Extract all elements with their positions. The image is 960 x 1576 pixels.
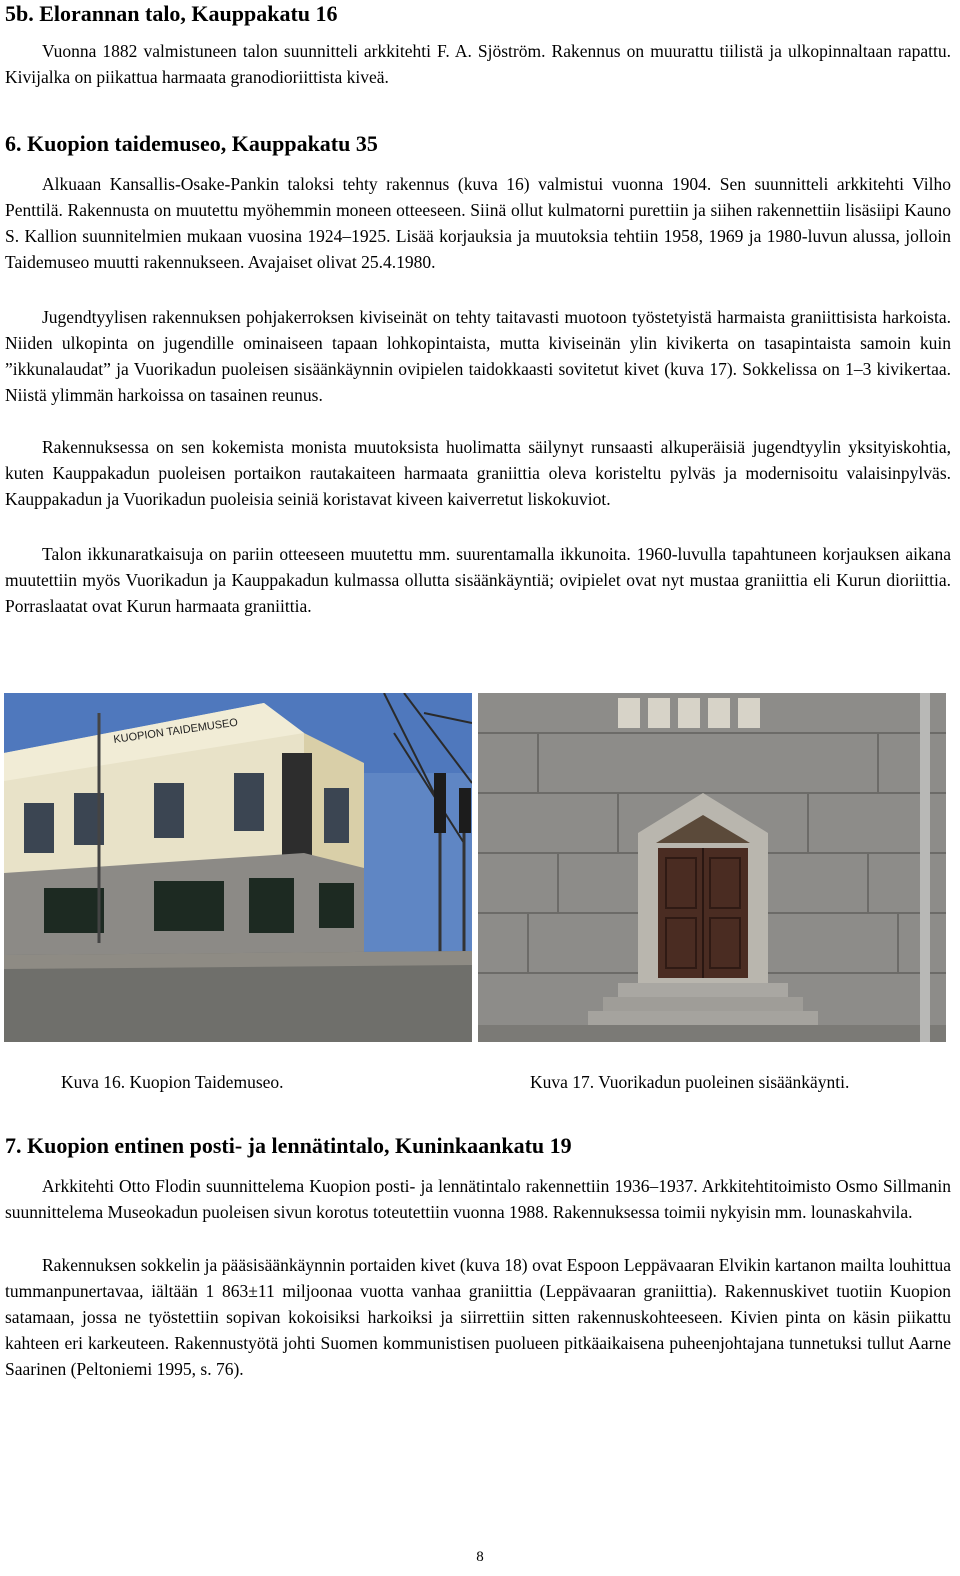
figure-caption-17: Kuva 17. Vuorikadun puoleinen sisäänkäynti. <box>530 1072 850 1092</box>
section-heading-5b: 5b. Elorannan talo, Kauppakatu 16 <box>5 1 338 26</box>
entrance-door-photo <box>478 693 946 1042</box>
paragraph: Jugendtyylisen rakennuksen pohjakerroksen kiviseinät on tehty taitavasti muotoon työstetyistä harmaista graniittisista harkoista. Niiden ulkopinta on jugendille ominaiseen tapaan lohkopintaista, mutta kiviseinän ylin kivikerta on tasapintaista samoin kuin ”ikkunalaudat” ja Vuorikadun puoleisen sisäänkäynnin ovipielen taidokkaasti sovitetut kivet (kuva 17). Sokkelissa on 1–3 kivikertaa. Niistä ylimmän harkoissa on tasainen reunus. <box>5 307 951 405</box>
paragraph: Alkuaan Kansallis-Osake-Pankin taloksi tehty rakennus (kuva 16) valmistui vuonna 1904. Sen suunnitteli arkkitehti Vilho Penttilä. Rakennusta on muutettu myöhemmin moneen otteeseen. Siinä ollut kulmatorni purettiin ja siihen rakennettiin lisäsiipi Kauno S. Kallion suunnitelmien mukaan vuosina 1924–1925. Lisää korjauksia ja muutoksia tehtiin 1958, 1969 ja 1980-luvun alussa, jolloin Taidemuseo muutti rakennukseen. Avajaiset olivat 25.4.1980. <box>5 174 951 272</box>
museum-sign: KUOPION TAIDEMUSEO <box>112 716 239 746</box>
paragraph: Vuonna 1882 valmistuneen talon suunnitteli arkkitehti F. A. Sjöström. Rakennus on muurattu tiilistä ja ulkopinnaltaan rapattu. Kivijalka on piikattua harmaata granodioriittista kiveä. <box>5 41 951 87</box>
entrance-door-illustration <box>478 693 946 1042</box>
paragraph: Rakennuksen sokkelin ja pääsisäänkäynnin portaiden kivet (kuva 18) ovat Espoon Leppävaaran Elvikin kartanon mailta louhittua tummanpunertavaa, iältään 1 863±11 miljoonaa vuotta vanhaa graniittia (Leppävaaran graniittia). Rakennuskivet tuotiin Kuopion satamaan, jossa ne työstettiin sopivan kokoisiksi harkoiksi ja siirrettiin sitten rakennuskohteeseen. Kivien pinta on käsin piikattu kahteen eri karkeuteen. Rakennustyötä johti Suomen kommunistisen puolueen pitkäaikaisena puheenjohtajana tunnetuksi tullut Aarne Saarinen (Peltoniemi 1995, s. 76). <box>5 1255 951 1379</box>
section-heading-6: 6. Kuopion taidemuseo, Kauppakatu 35 <box>5 131 378 156</box>
museum-building-photo <box>4 693 472 1042</box>
museum-building-illustration <box>4 693 472 1042</box>
section-heading-7: 7. Kuopion entinen posti- ja lennätintalo, Kuninkaankatu 19 <box>5 1133 572 1158</box>
figure-caption-16: Kuva 16. Kuopion Taidemuseo. <box>61 1072 284 1092</box>
paragraph: Rakennuksessa on sen kokemista monista muutoksista huolimatta säilynyt runsaasti alkuperäisiä jugendtyylin yksityiskohtia, kuten Kauppakadun puoleisen portaikon rautakaiteen harmaata graniittia oleva koristeltu pylväs ja modernisoitu valaisinpylväs. Kauppakadun ja Vuorikadun puoleisia seiniä koristavat kiveen kaiverretut liskokuviot. <box>5 437 951 509</box>
paragraph: Arkkitehti Otto Flodin suunnittelema Kuopion posti- ja lennätintalo rakennettiin 1936–1937. Arkkitehtitoimisto Osmo Sillmanin suunnittelema Museokadun puoleisen sivun korotus toteutettiin vuonna 1988. Rakennuksessa toimii nykyisin mm. lounaskahvila. <box>5 1176 951 1222</box>
paragraph: Talon ikkunaratkaisuja on pariin otteeseen muutettu mm. suurentamalla ikkunoita. 1960-luvulla tapahtuneen korjauksen aikana muutettiin myös Vuorikadun ja Kauppakadun kulmassa ollutta sisäänkäyntiä; ovipielet ovat nyt mustaa graniittia eli Kurun dioriittia. Porraslaatat ovat Kurun harmaata graniittia. <box>5 544 951 616</box>
page-number: 8 <box>476 1549 484 1565</box>
